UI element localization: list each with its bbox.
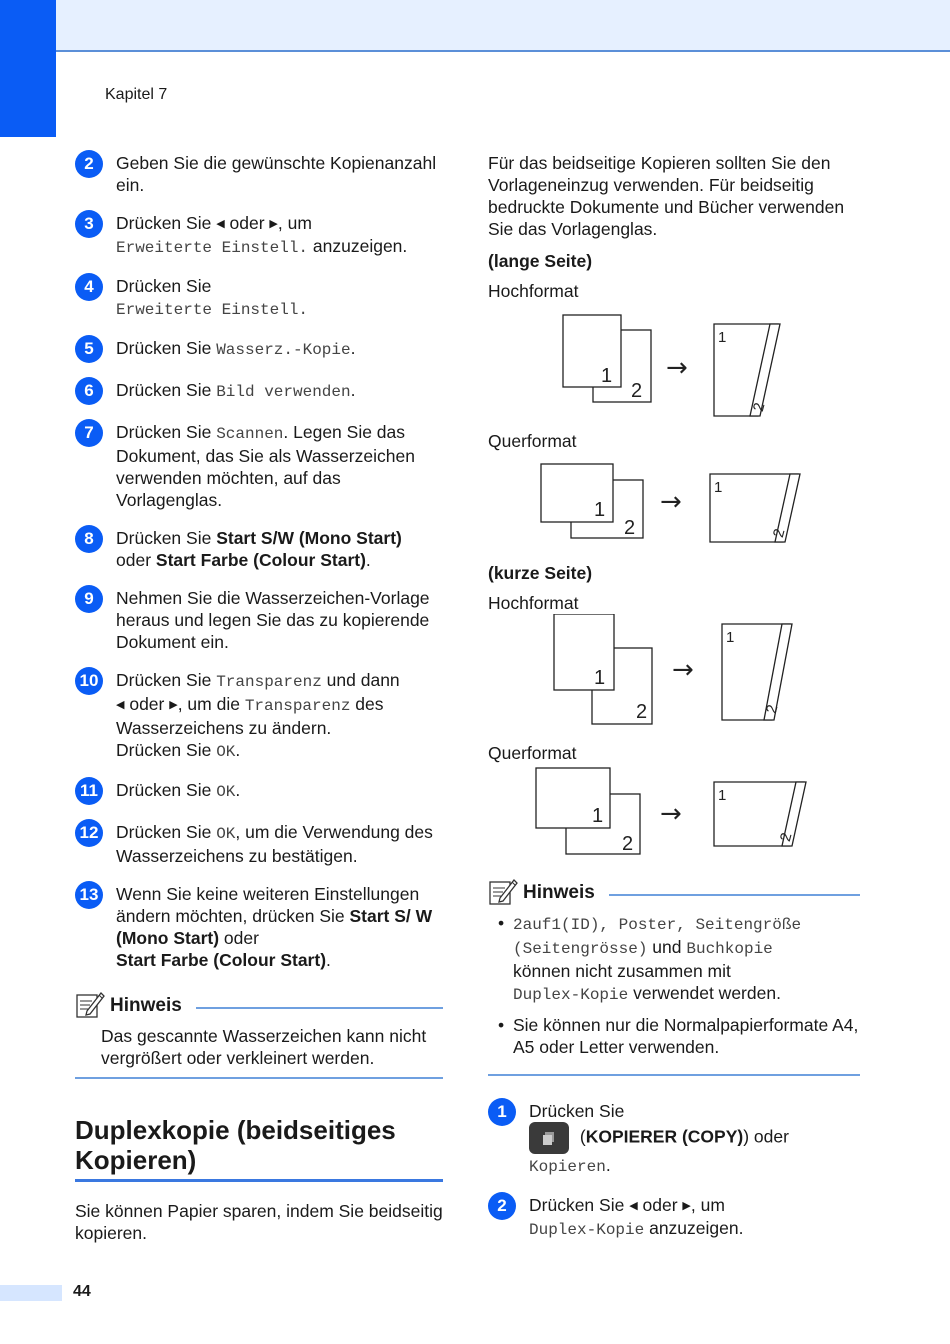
step-number: 8 bbox=[75, 525, 103, 553]
bullet-icon: • bbox=[498, 1015, 505, 1035]
note-box bbox=[75, 987, 443, 1079]
step-number: 2 bbox=[488, 1192, 516, 1220]
portrait-label: Hochformat bbox=[488, 593, 579, 613]
step-text: Drücken Sie OK, um die Verwendung des Wasserzeichens zu bestätigen. bbox=[116, 822, 433, 866]
step-7 bbox=[75, 421, 443, 511]
right-arrow-icon bbox=[269, 213, 277, 233]
right-column bbox=[488, 152, 860, 1257]
note-text: Das gescannte Wasserzeichen kann nicht vergrößert oder verkleinert werden. bbox=[75, 1019, 443, 1079]
step-11 bbox=[75, 779, 443, 805]
short-edge-landscape-diagram bbox=[488, 764, 860, 864]
right-arrow-icon bbox=[169, 694, 177, 714]
note-header bbox=[488, 874, 860, 906]
step-9 bbox=[75, 587, 443, 653]
step-number: 4 bbox=[75, 273, 103, 301]
duplex-step-1 bbox=[488, 1100, 860, 1178]
step-text: Drücken Sie Start S/W (Mono Start) oder Start Farbe (Colour Start). bbox=[116, 528, 402, 570]
intro-text: Für das beidseitige Kopieren sollten Sie den Vorlageneinzug verwenden. Für beidseitig bedruckte Dokumente und Bücher verwenden Sie das Vorlagenglas. bbox=[488, 153, 845, 239]
step-text: Drücken Sie Erweiterte Einstell. bbox=[116, 276, 309, 319]
step-number: 9 bbox=[75, 585, 103, 613]
note-rule bbox=[196, 1007, 443, 1009]
step-text: Drücken Sie OK. bbox=[116, 780, 241, 801]
header-band bbox=[0, 0, 950, 52]
step-number: 6 bbox=[75, 377, 103, 405]
step-number: 2 bbox=[75, 150, 103, 178]
step-number: 13 bbox=[75, 881, 103, 909]
step-number: 11 bbox=[75, 777, 103, 805]
left-arrow-icon bbox=[216, 213, 224, 233]
step-13 bbox=[75, 883, 443, 971]
step-number: 7 bbox=[75, 419, 103, 447]
chapter-label: Kapitel 7 bbox=[105, 86, 168, 103]
left-column bbox=[75, 152, 443, 1244]
left-arrow-icon bbox=[629, 1195, 637, 1215]
step-3 bbox=[75, 212, 443, 259]
page-2-number: 2 bbox=[624, 517, 636, 539]
long-edge-landscape-diagram bbox=[488, 452, 860, 552]
arrow-icon: → bbox=[660, 487, 682, 517]
note-box bbox=[488, 874, 860, 1076]
step-text: Nehmen Sie die Wasserzeichen-Vorlage heraus und legen Sie das zu kopierende Dokument ein. bbox=[116, 588, 430, 652]
result-page-1: 1 bbox=[718, 787, 727, 804]
step-4 bbox=[75, 275, 443, 321]
step-number: 10 bbox=[75, 667, 103, 695]
step-text: Drücken Sie Transparenz und dann ◀ oder ▶ , um die Transparenz des Wasserzeichens zu ändern. Drücken Sie OK. bbox=[116, 669, 443, 763]
arrow-icon: → bbox=[672, 655, 694, 685]
step-12 bbox=[75, 821, 443, 867]
step-text: Drücken Sie (KOPIERER (COPY)) oder Kopieren. bbox=[529, 1101, 789, 1176]
step-text: Drücken Sie Scannen. Legen Sie das Dokument, das Sie als Wasserzeichen verwenden möchten, auf das Vorlagenglas. bbox=[116, 422, 415, 510]
page-tab bbox=[0, 1285, 62, 1301]
chapter-tab bbox=[0, 0, 56, 137]
page-1-sheet bbox=[563, 315, 621, 387]
page-2-number: 2 bbox=[631, 380, 643, 402]
result-page-2: 2 bbox=[762, 702, 782, 716]
result-page-1: 1 bbox=[714, 479, 723, 496]
page-number: 44 bbox=[73, 1283, 91, 1300]
step-number: 1 bbox=[488, 1098, 516, 1126]
note-pencil-icon bbox=[488, 876, 518, 906]
step-text: Drücken Sie ◀ oder ▶ , um Duplex-Kopie anzuzeigen. bbox=[529, 1194, 860, 1241]
long-edge-portrait-diagram bbox=[488, 302, 860, 430]
page-1-number: 1 bbox=[592, 805, 604, 827]
note-bullet: • 2auf1(ID), Poster, Seitengröße (Seitengrösse) und Buchkopie können nicht zusammen mit Duplex-Kopie verwendet werden. bbox=[498, 913, 802, 1004]
landscape-label: Querformat bbox=[488, 743, 577, 763]
page-1-number: 1 bbox=[601, 365, 613, 387]
short-edge-portrait-diagram bbox=[488, 614, 860, 742]
short-edge-heading: (kurze Seite) bbox=[488, 563, 593, 583]
step-text: Drücken Sie Wasserz.-Kopie. bbox=[116, 338, 356, 359]
arrow-icon: → bbox=[666, 353, 688, 383]
note-header bbox=[75, 987, 443, 1019]
portrait-label: Hochformat bbox=[488, 281, 579, 301]
step-number: 12 bbox=[75, 819, 103, 847]
landscape-label: Querformat bbox=[488, 431, 577, 451]
step-text: Drücken Sie ◀ oder ▶ , um Erweiterte Einstell. anzuzeigen. bbox=[116, 212, 443, 259]
note-bullet: • Sie können nur die Normalpapierformate A4, A5 oder Letter verwenden. bbox=[498, 1015, 859, 1057]
result-page-2: 2 bbox=[769, 526, 789, 540]
result-page-2: 2 bbox=[776, 830, 796, 844]
step-number: 5 bbox=[75, 335, 103, 363]
right-arrow-icon bbox=[682, 1195, 690, 1215]
step-5 bbox=[75, 337, 443, 363]
page-1-number: 1 bbox=[594, 667, 606, 689]
step-8 bbox=[75, 527, 443, 571]
step-text: Geben Sie die gewünschte Kopienanzahl ein. bbox=[116, 153, 437, 195]
section-title: Duplexkopie (beidseitiges Kopieren) bbox=[75, 1115, 443, 1182]
note-title: Hinweis bbox=[110, 995, 182, 1016]
copy-button-icon bbox=[529, 1122, 569, 1154]
long-edge-heading: (lange Seite) bbox=[488, 251, 593, 271]
page-2-number: 2 bbox=[622, 833, 634, 855]
step-number: 3 bbox=[75, 210, 103, 238]
result-page-1: 1 bbox=[718, 329, 727, 346]
note-text bbox=[488, 906, 860, 1076]
step-text: Drücken Sie Bild verwenden. bbox=[116, 380, 356, 401]
page-1-number: 1 bbox=[594, 499, 606, 521]
arrow-icon: → bbox=[660, 799, 682, 829]
bullet-icon: • bbox=[498, 913, 505, 933]
duplex-step-2 bbox=[488, 1194, 860, 1241]
note-title: Hinweis bbox=[523, 882, 595, 903]
note-pencil-icon bbox=[75, 989, 105, 1019]
result-page-1: 1 bbox=[726, 629, 735, 646]
step-6 bbox=[75, 379, 443, 405]
step-10 bbox=[75, 669, 443, 763]
section-text: Sie können Papier sparen, indem Sie beidseitig kopieren. bbox=[75, 1201, 443, 1243]
result-page-2: 2 bbox=[749, 400, 769, 414]
step-2 bbox=[75, 152, 443, 196]
step-text: Wenn Sie keine weiteren Einstellungen ändern möchten, drücken Sie Start S/ W (Mono Start) oder Start Farbe (Colour Start). bbox=[116, 884, 433, 970]
page-2-number: 2 bbox=[636, 701, 648, 723]
note-rule bbox=[609, 894, 860, 896]
